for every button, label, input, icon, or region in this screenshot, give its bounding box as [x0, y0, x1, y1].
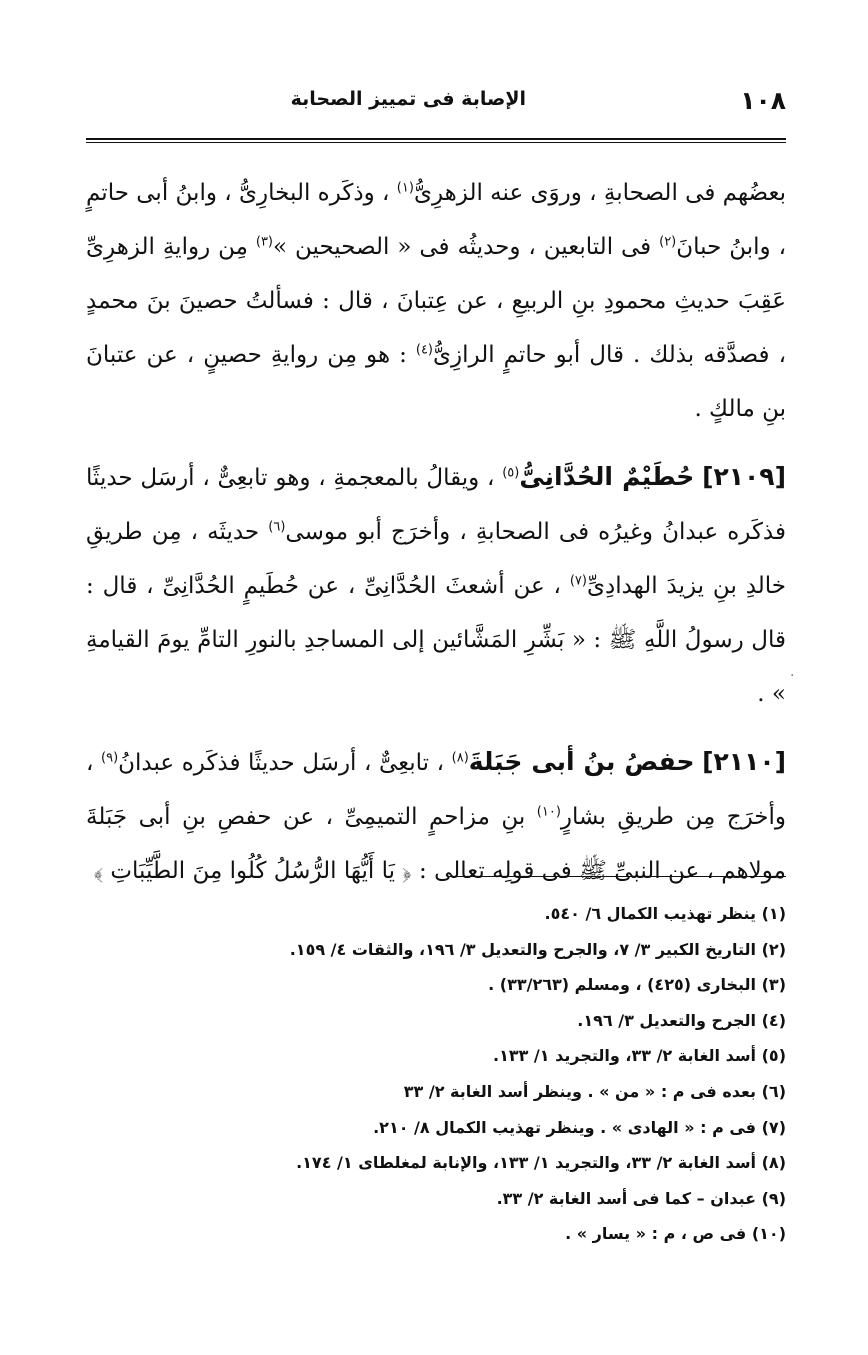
- footnote-10: (١٠) فى ص ، م : « يسار » .: [565, 1224, 786, 1244]
- footnote-6: (٦) بعده فى م : « من » . وينظر أسد الغابة ٢/ ٣٣: [403, 1081, 786, 1101]
- text-run: ، تابعِىٌّ ، أرسَل حديثًا فذكَره عبدانُ: [118, 750, 452, 776]
- footnote-ref-5: (٥): [502, 465, 520, 481]
- text-run: ، عن أشعثَ الحُدَّانِىِّ ، عن حُطَيمٍ الحُدَّانِىِّ ، قال : قال رسولُ اللَّهِ ﷺ : « بَشِّرِ المَشَّائين إلى المساجدِ بالنورِ التامِّ يومَ القيامةِ » .: [86, 573, 786, 707]
- page-number: ١٠٨: [740, 86, 786, 115]
- footnote-rule: [448, 876, 786, 877]
- footnote-ref-6: (٦): [268, 519, 286, 535]
- footnote-4: (٤) الجرح والتعديل ٣/ ١٩٦.: [577, 1010, 786, 1030]
- paragraph-continuation: [86, 166, 786, 436]
- footnote-7: (٧) فى م : « الهادى » . وينظر تهذيب الكمال ٨/ ٢١٠.: [373, 1117, 786, 1137]
- footnote-3: (٣) البخارى (٤٢٥) ، ومسلم (٣٣/٢٦٣) .: [488, 975, 786, 995]
- entry-number: [٢١٠٩]: [702, 462, 786, 491]
- footnote-ref-2: (٢): [659, 234, 677, 250]
- text-run: : هو مِن روايةِ حصينٍ ، عن عتبانَ بنِ مالكٍ .: [86, 342, 786, 422]
- footnote-1: (١) ينظر تهذيب الكمال ٦/ ٥٤٠.: [544, 904, 786, 923]
- text-run: فى التابعين ، وحديثُه فى « الصحيحين »: [273, 234, 660, 260]
- text-run: مِن روايةِ الزهرِىِّ عَقِبَ حديثِ محمودِ بنِ الربيعِ ، عن عِتبانَ ، قال : فسألتُ حصينَ بنَ محمدٍ ، فصدَّقه بذلك . قال أبو حاتمٍ الرازِىُّ: [86, 234, 786, 368]
- text-run: ، وذكَره البخارِىُّ ، وابنُ أبى حاتمٍ ، وابنُ حبانَ: [86, 180, 786, 260]
- footnote-ref-7: (٧): [569, 573, 587, 589]
- footnote-ref-3: (٣): [255, 234, 273, 250]
- footnote-ref-8: (٨): [451, 750, 469, 766]
- margin-mark: ·: [790, 668, 795, 684]
- text-run: ، ويقالُ بالمعجمةِ ، وهو تابعِىٌّ ، أرسَل حديثًا فذكَره عبدانُ وغيرُه فى الصحابةِ ، وأخرَج أبو موسى: [86, 465, 787, 545]
- entry-name: حُطَيْمٌ الحُدَّانِىُّ: [519, 462, 695, 491]
- footnote-ref-9: (٩): [101, 750, 119, 766]
- text-run: ، وأخرَج مِن طريقِ بشارٍ: [86, 750, 786, 830]
- text-run: حديثَه ، مِن طريقِ خالدِ بنِ يزيدَ الهدادِىِّ: [86, 519, 786, 599]
- page-header: [86, 86, 786, 126]
- footnotes: [86, 896, 786, 1252]
- entry-name: حفصُ بنُ أبى جَبَلةَ: [468, 747, 695, 776]
- footnote-ref-10: (١٠): [536, 804, 561, 820]
- footnote-9: (٩) عبدان – كما فى أسد الغابة ٢/ ٣٣.: [496, 1188, 786, 1208]
- footnote-ref-1: (١): [396, 180, 414, 196]
- running-title: الإصابة فى تمييز الصحابة: [290, 88, 526, 110]
- footnote-2: (٢) التاريخ الكبير ٣/ ٧، والجرح والتعديل ٣/ ١٩٦، والثقات ٤/ ١٥٩.: [289, 939, 786, 959]
- footnote-8: (٨) أسد الغابة ٢/ ٣٣، والتجريد ١/ ١٣٣، والإنابة لمغلطاى ١/ ١٧٤.: [296, 1153, 786, 1173]
- main-text: [86, 166, 786, 898]
- footnote-ref-4: (٤): [415, 342, 433, 358]
- footnote-5: (٥) أسد الغابة ٢/ ٣٣، والتجريد ١/ ١٣٣.: [492, 1046, 786, 1066]
- entry-2110: [86, 735, 786, 898]
- header-rule: [86, 138, 786, 143]
- entry-2109: [86, 450, 786, 721]
- text-run: بنِ مزاحمٍ التميمِىِّ ، عن حفصِ بنِ أبى جَبَلةَ مولاهم ، عن النبىِّ ﷺ فى قولِه تعالى : ﴿ يَا أَيُّهَا الرُّسُلُ كُلُوا مِنَ الطَّيِّبَاتِ ﴾: [86, 804, 786, 884]
- entry-number: [٢١١٠]: [702, 747, 787, 776]
- text-run: بعضُهم فى الصحابةِ ، وروَى عنه الزهرِىُّ: [413, 180, 787, 206]
